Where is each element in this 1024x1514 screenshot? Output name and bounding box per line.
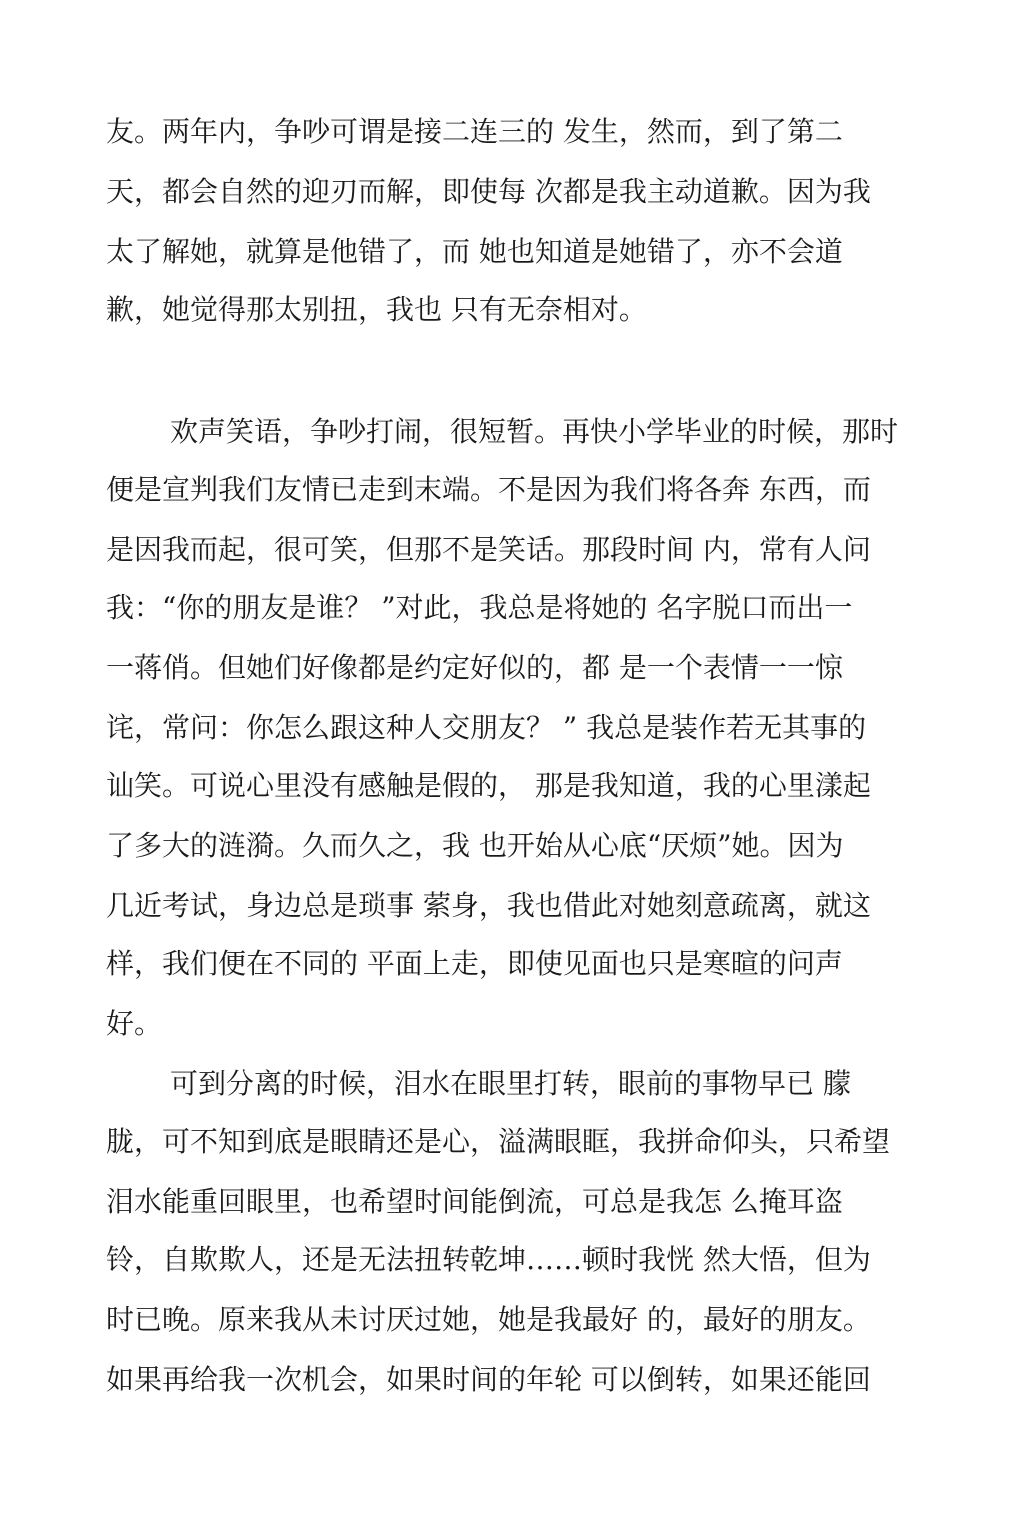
text-line: 了多大的涟漪。久而久之，我 也开始从心底“厌烦”她。因为 — [106, 829, 844, 862]
text-line: 友。两年内，争吵可谓是接二连三的 发生，然而，到了第二 — [106, 115, 843, 148]
text-line: 是因我而起，很可笑，但那不是笑话。那段时间 内，常有人问 — [106, 533, 871, 566]
text-line: 歉，她觉得那太别扭，我也 只有无奈相对。 — [106, 293, 647, 326]
text-line: 太了解她，就算是他错了，而 她也知道是她错了，亦不会道 — [106, 235, 843, 268]
text-line: 欢声笑语，争吵打闹，很短暂。再快小学毕业的时候，那时 — [170, 415, 899, 448]
text-line: 时已晚。原来我从未讨厌过她，她是我最好 的，最好的朋友。 — [106, 1303, 871, 1336]
text-line: 讪笑。可说心里没有感触是假的， 那是我知道，我的心里漾起 — [106, 769, 871, 802]
text-line: 泪水能重回眼里，也希望时间能倒流，可总是我怎 么掩耳盗 — [106, 1185, 843, 1218]
text-line: 铃，自欺欺人，还是无法扭转乾坤……顿时我恍 然大悟，但为 — [106, 1243, 871, 1276]
text-line: 我：“你的朋友是谁？ ”对此，我总是将她的 名字脱口而出一 — [106, 591, 853, 624]
text-line: 几近考试，身边总是琐事 萦身，我也借此对她刻意疏离，就这 — [106, 889, 871, 922]
text-line: 便是宣判我们友情已走到末端。不是因为我们将各奔 东西，而 — [106, 473, 871, 506]
text-line: 胧，可不知到底是眼睛还是心，溢满眼眶，我拼命仰头，只希望 — [106, 1125, 891, 1158]
text-line: 诧，常问：你怎么跟这种人交朋友？ ” 我总是装作若无其事的 — [106, 711, 867, 744]
text-line: 一蒋俏。但她们好像都是约定好似的，都 是一个表情一一惊 — [106, 651, 843, 684]
text-line: 可到分离的时候，泪水在眼里打转，眼前的事物早已 朦 — [170, 1067, 851, 1100]
text-line: 天，都会自然的迎刃而解，即使每 次都是我主动道歉。因为我 — [106, 175, 871, 208]
text-line: 好。 — [106, 1007, 163, 1040]
text-line: 如果再给我一次机会，如果时间的年轮 可以倒转，如果还能回 — [106, 1363, 871, 1396]
text-line: 样，我们便在不同的 平面上走，即使见面也只是寒暄的问声 — [106, 947, 843, 980]
